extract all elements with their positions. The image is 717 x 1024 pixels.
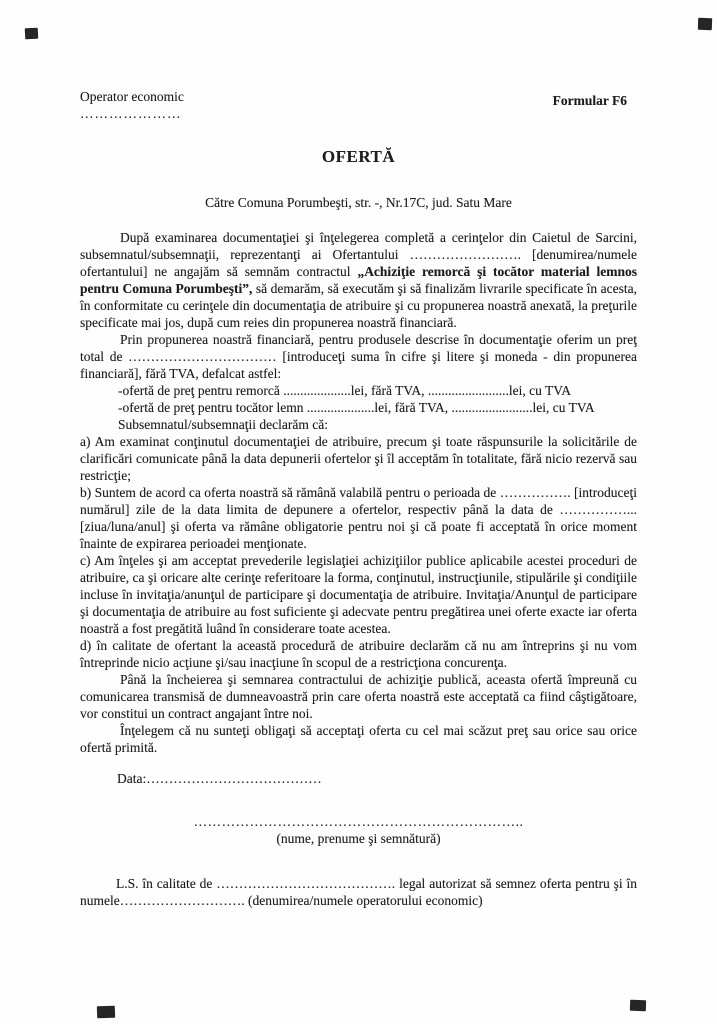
closing-paragraph-contract: Până la încheierea şi semnarea contractului de achiziţie publică, aceasta ofertă împreună cu comunicarea transmisă de dumneavoastră prin care oferta noastră este acceptată ca fiind câştigătoare, vor constitui un contract angajant între noi.: [80, 672, 637, 721]
page-title: OFERTĂ: [321, 147, 396, 166]
intro-paragraph: [80, 229, 637, 331]
closing-paragraph-acceptance: Înţelegem că nu sunteţi obligaţi să acceptaţi oferta cu cel mai scăzut preţ sau orice sau orice ofertă primită.: [80, 723, 637, 755]
declaration-item-b: b) Suntem de acord ca oferta noastră să rămână valabilă pentru o perioada de ……………. [introduceţi numărul] zile de la data limita de depunere a ofertelor, respectiv până la data de ……………... [ziua/luna/anul] şi oferta va rămâne obligatorie pentru noi şi că poate fi acceptată în orice moment înainte de expirarea perioadei menţionate.: [80, 485, 637, 551]
operator-economic-dotline: …………………: [80, 106, 182, 121]
scan-artifact-bottom-right: [630, 1000, 646, 1012]
price-line-remorca: -ofertă de preţ pentru remorcă ....................lei, fără TVA, ........................lei, cu TVA: [118, 383, 572, 398]
document-body: [80, 229, 637, 909]
document-content: [80, 88, 637, 909]
form-number-label: Formular F6: [552, 93, 627, 108]
contract-name-bold: „Achiziţie remorcă şi tocător material lemnos pentru Comuna Porumbeşti”,: [80, 264, 638, 296]
declaration-item-d: d) în calitate de ofertant la această procedură de atribuire declarăm că nu am întreprins şi nu vom întreprinde nicio acţiune şi/sau inacţiune în scopul de a restricţiona concurenţa.: [80, 638, 637, 670]
document-header: [80, 88, 637, 122]
declaration-item-c: c) Am înţeles şi am acceptat prevederile legislaţiei achiziţiilor publice aplicabile acestei proceduri de atribuire, ca şi oricare alte cerinţe referitoare la forma, conţinutul, instrucţiunile, stipulările şi condiţiile incluse în invitaţia/anunţul de participare şi documentaţia de atribuire. Invitaţia/Anunţul de participare şi documentaţia de atribuire au fost suficiente şi adecvate pentru pregătirea unei oferte exacte iar oferta noastră a fost pregătită luând în considerare toate acestea.: [80, 553, 637, 636]
scan-artifact-top-left: [25, 28, 39, 40]
signature-caption: (nume, prenume şi semnătură): [276, 831, 441, 846]
financial-paragraph: Prin propunerea noastră financiară, pentru produsele descrise în documentaţie oferim un preţ total de …………………………… [introduceţi suma în cifre şi litere şi moneda - din propunerea financiară], fără TVA, defalcat astfel:: [80, 332, 637, 381]
scan-artifact-bottom-left: [97, 1006, 115, 1019]
signature-dotline: ……………………………………………………………..: [193, 814, 524, 829]
addressee-line: Către Comuna Porumbeşti, str. -, Nr.17C, jud. Satu Mare: [205, 195, 512, 210]
declaration-intro: Subsemnatul/subsemnaţii declarăm că:: [118, 417, 328, 432]
operator-economic-label: Operator economic: [80, 89, 184, 104]
scan-artifact-top-right: [698, 18, 712, 30]
intro-text-post: să demarăm, să executăm şi să finalizăm livrarile specificate în acesta, în conformitate cu cerinţele din documentaţia de atribuire şi cu propunerea noastră anexată, la preţurile specificate mai jos, după cum reies din propunerea noastră financiară.: [80, 281, 637, 330]
price-line-tocator: -ofertă de preţ pentru tocător lemn ....................lei, fără TVA, ........................lei, cu TVA: [118, 400, 595, 415]
date-line: Data:…………………………………: [117, 771, 322, 786]
operator-economic-block: [80, 88, 184, 122]
ls-authorization-paragraph: L.S. în calitate de …………………………………. legal autorizat să semnez oferta pentru şi în numele………………………. (denumirea/numele operatorului economic): [80, 876, 637, 908]
declaration-item-a: a) Am examinat conţinutul documentaţiei de atribuire, precum şi toate răspunsurile la solicitările de clarificări comunicate până la data depunerii ofertelor şi îl acceptăm în totalitate, fără nicio rezervă sau restricţie;: [80, 434, 637, 483]
intro-text-pre: După examinarea documentaţiei şi înţelegerea completă a cerinţelor din Caietul de Sarcini, subsemnatul/subsemnaţii, reprezentanţi ai Ofertantului ……………………. [denumirea/numele ofertantului] ne angajăm să semnăm contractul: [80, 230, 637, 279]
